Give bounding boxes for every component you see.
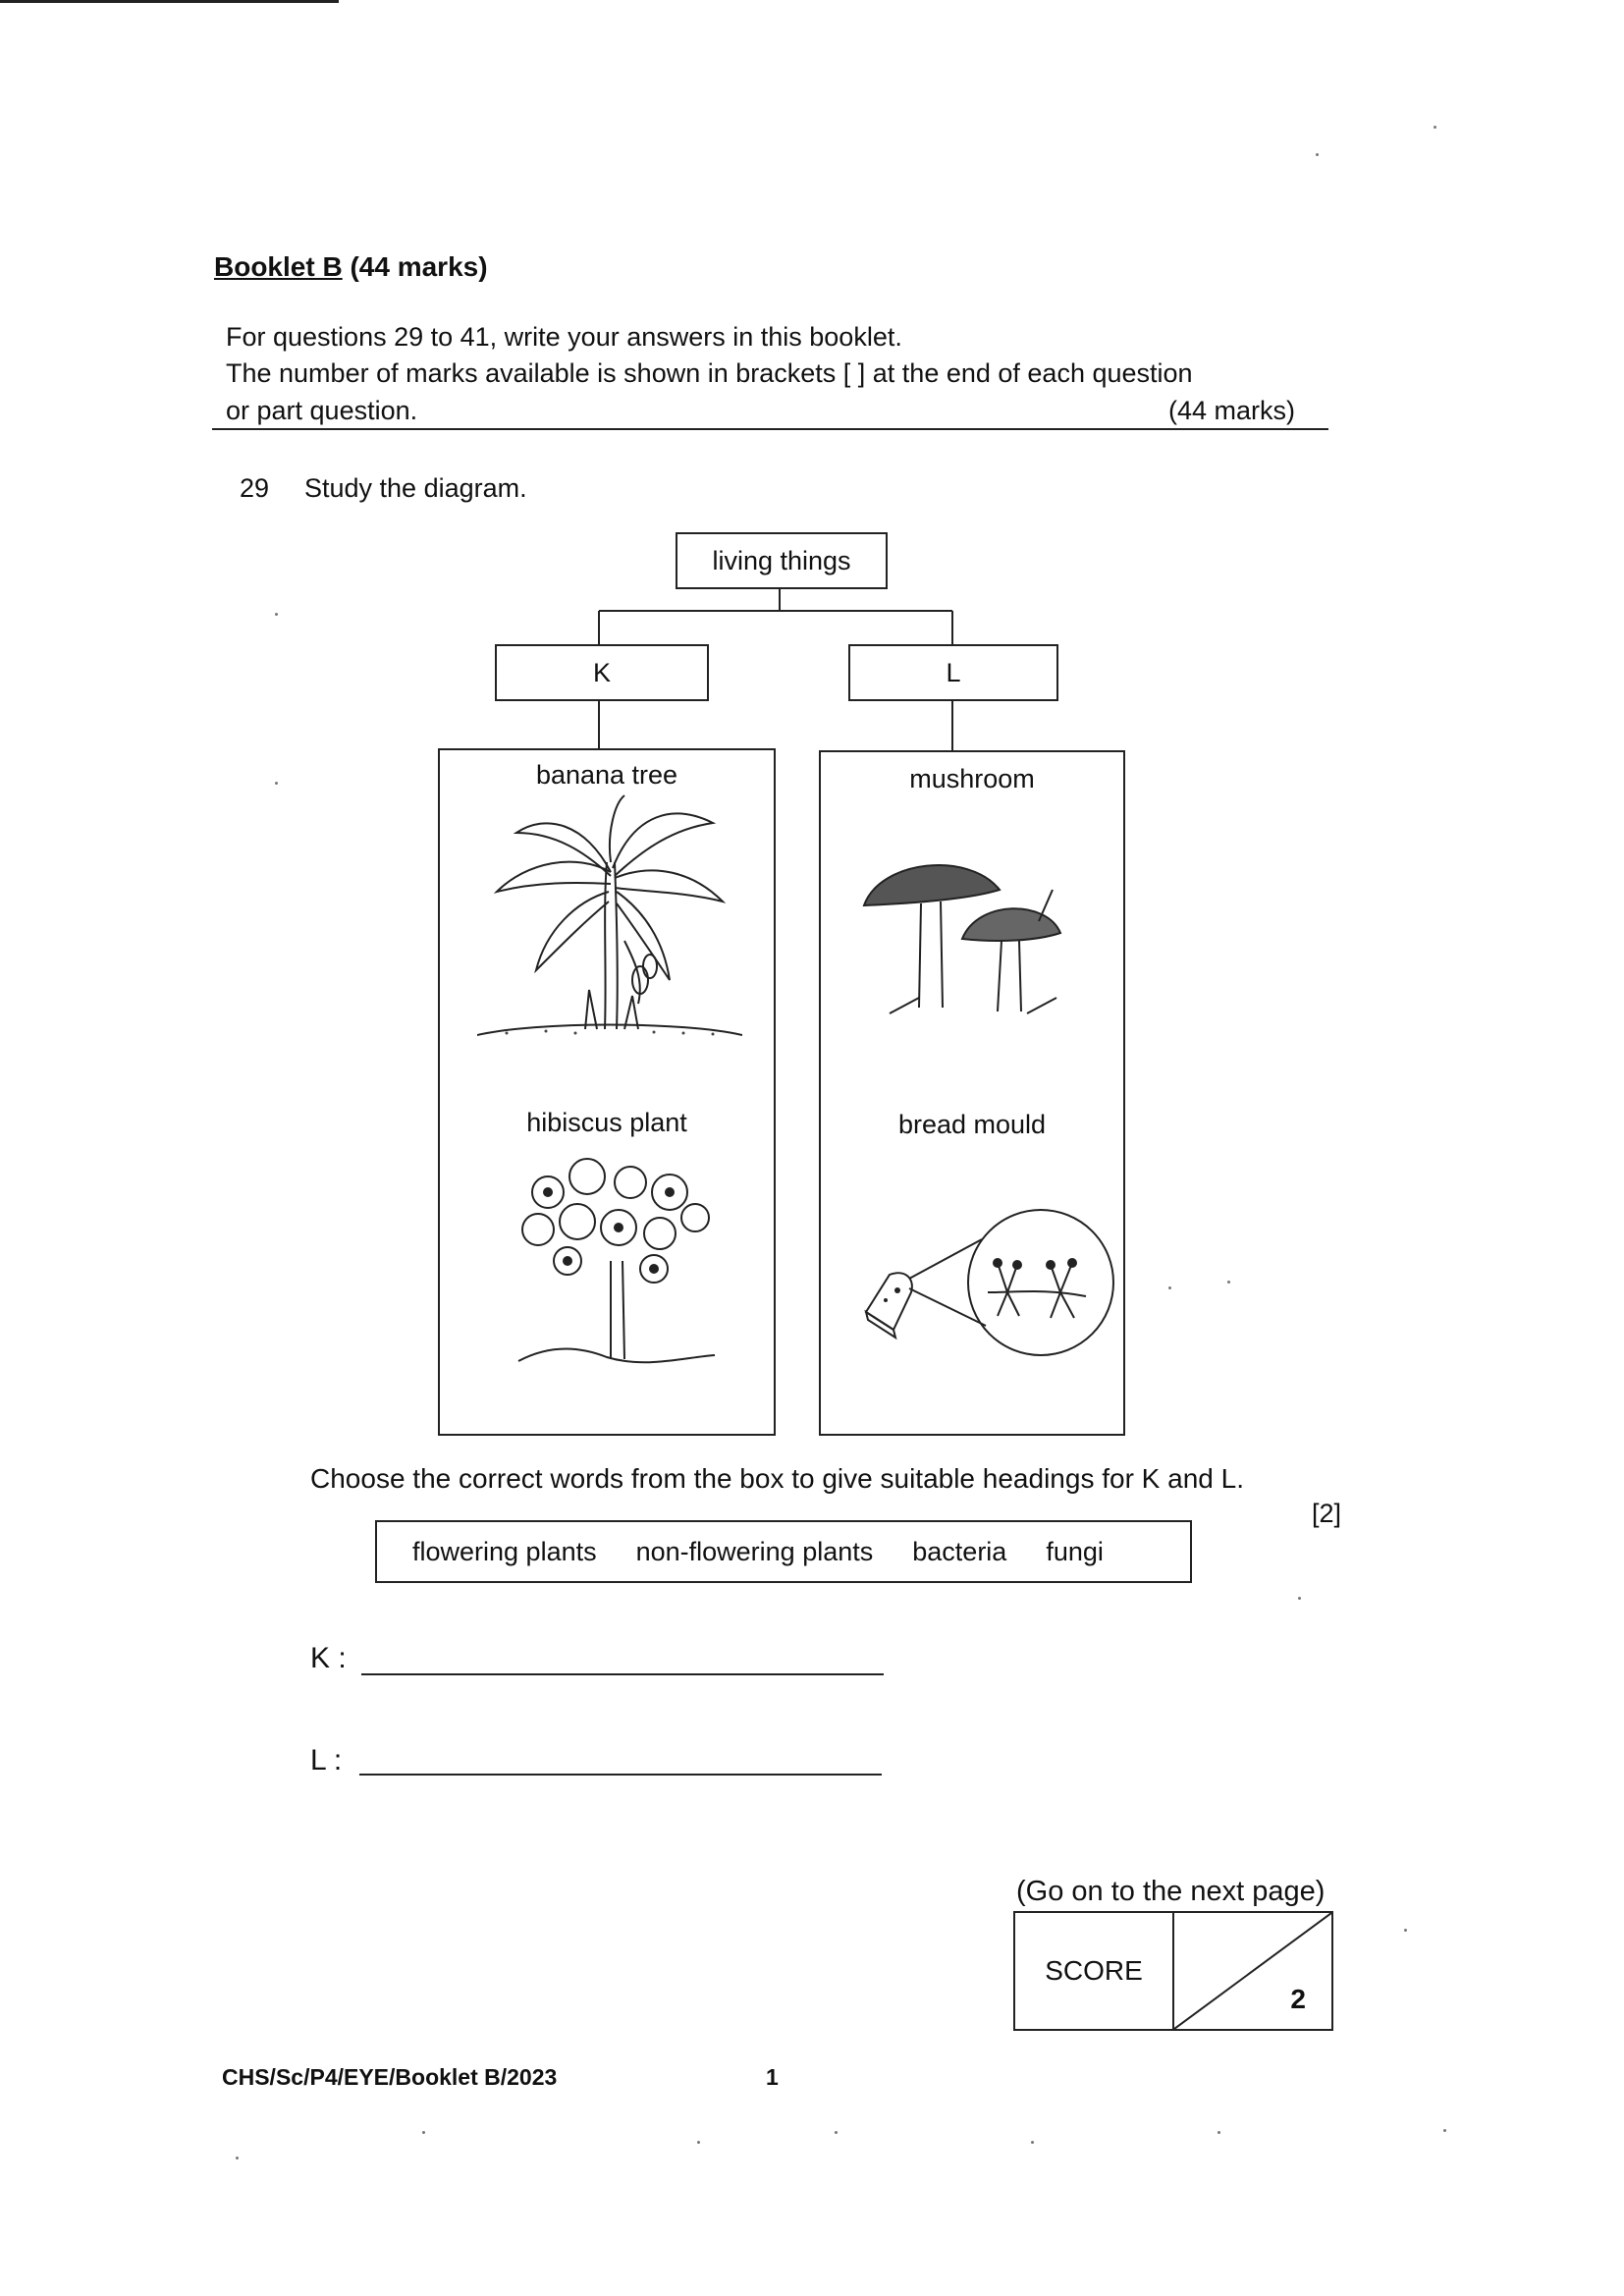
answer-k-label: K : [310, 1642, 347, 1674]
scan-speck [422, 2131, 425, 2134]
scan-speck [275, 782, 278, 785]
scan-speck [1168, 1286, 1171, 1289]
mushroom-label: mushroom [909, 764, 1035, 793]
answer-k-field[interactable] [363, 1642, 884, 1673]
banana-tree-label: banana tree [535, 760, 678, 790]
bread-mould-icon [850, 1194, 1115, 1371]
task-marks: [2] [1312, 1499, 1342, 1528]
word-option-non-flowering-plants: non-flowering plants [635, 1536, 874, 1566]
booklet-title: Booklet B [214, 251, 343, 282]
scan-speck [1316, 153, 1319, 156]
group-l-label: L [946, 657, 961, 687]
footer-code: CHS/Sc/P4/EYE/Booklet B/2023 [222, 2064, 558, 2090]
score-total: 2 [1290, 1984, 1306, 2014]
scan-speck [1298, 1597, 1301, 1600]
word-option-flowering-plants: flowering plants [412, 1536, 597, 1566]
scan-speck [1443, 2129, 1446, 2132]
word-option-bacteria: bacteria [912, 1536, 1007, 1566]
group-l-examples [819, 750, 1125, 1436]
word-option-fungi: fungi [1046, 1536, 1104, 1566]
answer-l-field[interactable] [363, 1742, 884, 1774]
mushroom-icon [860, 850, 1086, 1017]
instruction-total-marks: (44 marks) [1168, 396, 1296, 425]
scan-speck [1031, 2141, 1034, 2144]
scan-speck [236, 2157, 239, 2159]
scan-speck [1404, 1929, 1407, 1932]
bread-mould-label: bread mould [897, 1110, 1047, 1139]
score-box [1013, 1911, 1333, 2031]
answer-l-line [359, 1774, 882, 1776]
task-prompt: Choose the correct words from the box to give suitable headings for K and L. [310, 1463, 1244, 1494]
score-label: SCORE [1015, 1913, 1174, 2029]
scan-speck [275, 613, 278, 616]
answer-l-label: L : [310, 1744, 343, 1777]
instruction-line-2: The number of marks available is shown in brackets [ ] at the end of each question [226, 358, 1193, 388]
booklet-marks: (44 marks) [350, 251, 488, 282]
scan-speck [697, 2141, 700, 2144]
group-k-examples [438, 748, 776, 1436]
score-diagonal [1174, 1913, 1331, 2029]
question-text: Study the diagram. [304, 473, 527, 503]
go-on-note: (Go on to the next page) [1016, 1876, 1326, 1907]
instruction-line-3: or part question. [226, 396, 418, 425]
scan-speck [1218, 2131, 1220, 2134]
word-options-box [375, 1520, 1192, 1583]
hibiscus-plant-icon [509, 1153, 725, 1369]
hibiscus-plant-label: hibiscus plant [526, 1108, 687, 1137]
question-number: 29 [240, 473, 270, 503]
group-k-label: K [592, 657, 611, 687]
group-k-box [495, 644, 709, 701]
scan-speck [835, 2131, 838, 2134]
instruction-line-1: For questions 29 to 41, write your answers in this booklet. [226, 322, 902, 352]
group-l-box [848, 644, 1058, 701]
scan-speck [1227, 1281, 1230, 1284]
page-number: 1 [766, 2064, 779, 2090]
banana-tree-icon [477, 793, 742, 1039]
scan-speck [1434, 126, 1436, 129]
answer-k-line [361, 1673, 884, 1675]
diagram-root-label: living things [712, 545, 851, 575]
